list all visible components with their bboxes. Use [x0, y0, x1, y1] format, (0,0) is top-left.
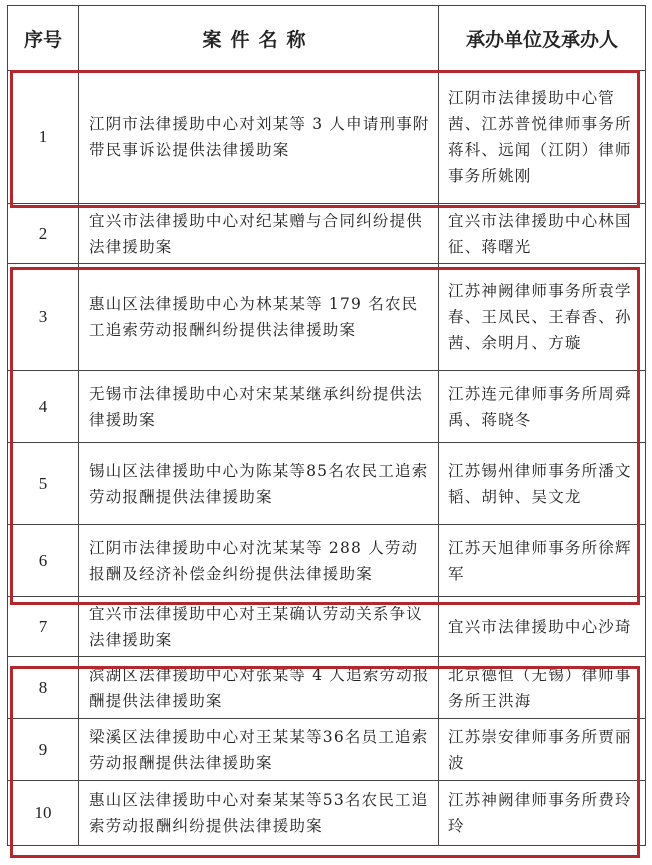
- row-serial-number: 4: [8, 371, 79, 443]
- table-row: [8, 657, 646, 719]
- table-row: [8, 443, 646, 525]
- legal-aid-case-table: [7, 5, 646, 846]
- row-case-name: 惠山区法律援助中心对秦某某等53名农民工追索劳动报酬纠纷提供法律援助案: [79, 781, 439, 846]
- row-organization: 宜兴市法律援助中心沙琦: [439, 597, 646, 657]
- table-row: [8, 71, 646, 204]
- table-row: [8, 525, 646, 597]
- header-serial-number: 序号: [8, 6, 79, 71]
- row-organization: 江苏崇安律师事务所贾丽波: [439, 719, 646, 781]
- row-serial-number: 2: [8, 204, 79, 264]
- row-organization: 宜兴市法律援助中心林国征、蒋曙光: [439, 204, 646, 264]
- row-organization: 江苏天旭律师事务所徐辉军: [439, 525, 646, 597]
- row-case-name: 惠山区法律援助中心为林某某等 179 名农民工追索劳动报酬纠纷提供法律援助案: [79, 264, 439, 371]
- row-serial-number: 3: [8, 264, 79, 371]
- row-case-name: 宜兴市法律援助中心对纪某赠与合同纠纷提供法律援助案: [79, 204, 439, 264]
- row-organization: 江苏锡州律师事务所潘文韬、胡钟、吴文龙: [439, 443, 646, 525]
- row-organization: 北京德恒（无锡）律师事务所王洪海: [439, 657, 646, 719]
- row-organization: 江阴市法律援助中心管茜、江苏普悦律师事务所蒋科、远闻（江阴）律师事务所姚刚: [439, 71, 646, 204]
- row-serial-number: 1: [8, 71, 79, 204]
- row-organization: 江苏连元律师事务所周舜禹、蒋晓冬: [439, 371, 646, 443]
- row-case-name: 锡山区法律援助中心为陈某等85名农民工追索劳动报酬提供法律援助案: [79, 443, 439, 525]
- table-row: [8, 597, 646, 657]
- table-row: [8, 719, 646, 781]
- row-serial-number: 7: [8, 597, 79, 657]
- table-row: [8, 781, 646, 846]
- row-organization: 江苏神阙律师事务所费玲玲: [439, 781, 646, 846]
- header-organization: 承办单位及承办人: [439, 6, 646, 71]
- row-case-name: 宜兴市法律援助中心对王某确认劳动关系争议法律援助案: [79, 597, 439, 657]
- row-serial-number: 9: [8, 719, 79, 781]
- table-row: [8, 371, 646, 443]
- row-organization: 江苏神阙律师事务所袁学春、王凤民、王春香、孙茜、余明月、方璇: [439, 264, 646, 371]
- row-serial-number: 5: [8, 443, 79, 525]
- row-case-name: 江阴市法律援助中心对沈某某等 288 人劳动报酬及经济补偿金纠纷提供法律援助案: [79, 525, 439, 597]
- table-row: [8, 264, 646, 371]
- row-case-name: 无锡市法律援助中心对宋某某继承纠纷提供法律援助案: [79, 371, 439, 443]
- row-case-name: 梁溪区法律援助中心对王某某等36名员工追索劳动报酬提供法律援助案: [79, 719, 439, 781]
- row-case-name: 滨湖区法律援助中心对张某等 4 人追索劳动报酬提供法律援助案: [79, 657, 439, 719]
- table-header-row: [8, 6, 646, 71]
- row-case-name: 江阴市法律援助中心对刘某等 3 人申请刑事附带民事诉讼提供法律援助案: [79, 71, 439, 204]
- case-table-wrapper: [7, 5, 645, 860]
- row-serial-number: 8: [8, 657, 79, 719]
- row-serial-number: 6: [8, 525, 79, 597]
- header-case-name: 案件名称: [79, 6, 439, 71]
- row-serial-number: 10: [8, 781, 79, 846]
- table-row: [8, 204, 646, 264]
